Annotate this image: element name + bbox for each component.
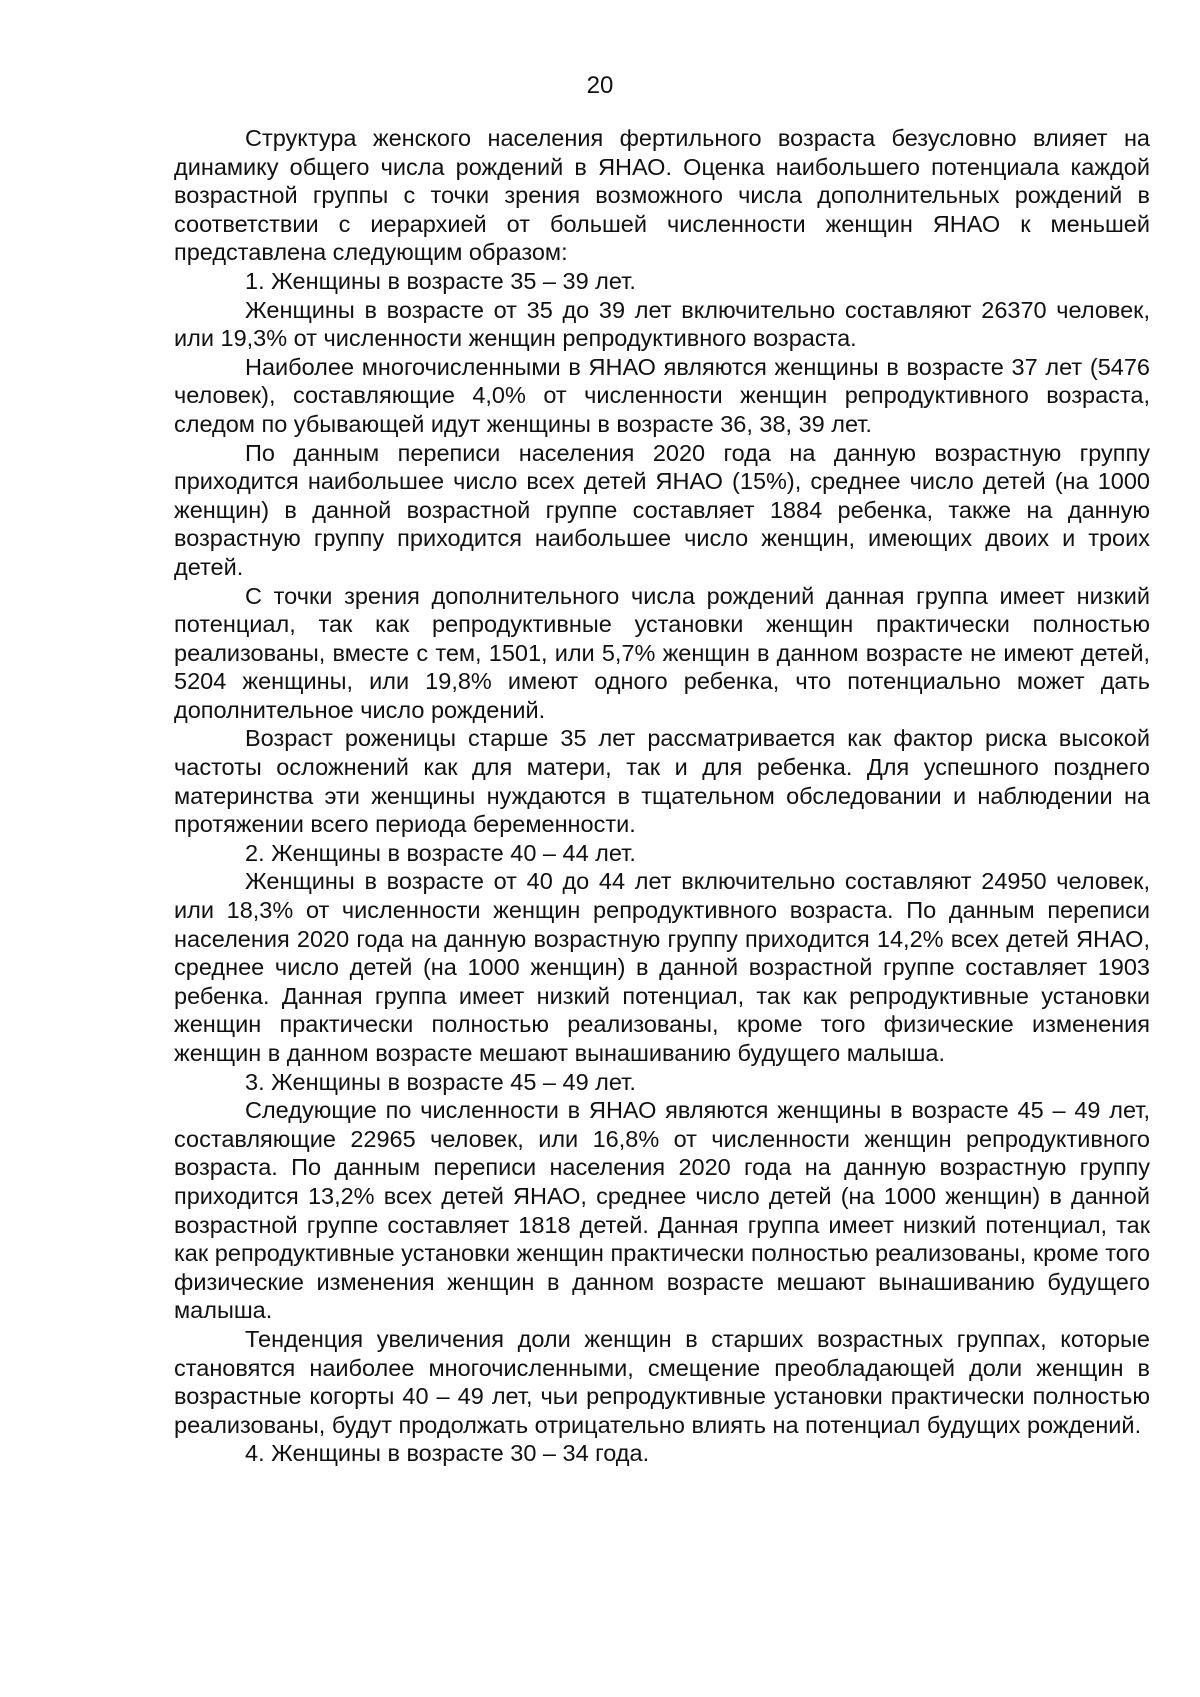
section-heading-30-34: 4. Женщины в возрасте 30 – 34 года. bbox=[245, 1440, 650, 1467]
paragraph: Возраст роженицы старше 35 лет рассматривается как фактор риска высокой частоты осложнений как для матери, так и для ребенка. Для успешного позднего материнства эти женщины нуждаются в тщательном обследовании и наблюдении на протяжении всего периода беременности. bbox=[174, 725, 1150, 838]
paragraph: Женщины в возрасте от 40 до 44 лет включительно составляют 24950 человек, или 18,3% от численности женщин репродуктивного возраста. По данным переписи населения 2020 года на данную возрастную группу приходится 14,2% всех детей ЯНАО, среднее число детей (на 1000 женщин) в данной возрастной группе составляет 1903 ребенка. Данная группа имеет низкий потенциал, так как репродуктивные установки женщин практически полностью реализованы, кроме того физические изменения женщин в данном возрасте мешают вынашиванию будущего малыша. bbox=[174, 868, 1150, 1066]
paragraph: По данным переписи населения 2020 года на данную возрастную группу приходится наибольшее число всех детей ЯНАО (15%), среднее число детей (на 1000 женщин) в данной возрастной группе составляет 1884 ребенка, также на данную возрастную группу приходится наибольшее число женщин, имеющих двоих и троих детей. bbox=[174, 439, 1150, 580]
paragraph-intro: Структура женского населения фертильного возраста безусловно влияет на динамику общего числа рождений в ЯНАО. Оценка наибольшего потенциала каждой возрастной группы с точки зрения возможного числа дополнительных рождений в соответствии с иерархией от большей численности женщин ЯНАО к меньшей представлена следующим образом: bbox=[174, 125, 1150, 266]
paragraph: Тенденция увеличения доли женщин в старших возрастных группах, которые становятся наиболее многочисленными, смещение преобладающей доли женщин в возрастные когорты 40 – 49 лет, чьи репродуктивные установки практически полностью реализованы, будут продолжать отрицательно влиять на потенциал будущих рождений. bbox=[174, 1325, 1150, 1438]
paragraph: С точки зрения дополнительного числа рождений данная группа имеет низкий потенциал, так как репродуктивные установки женщин практически полностью реализованы, вместе с тем, 1501, или 5,7% женщин в данном возрасте не имеют детей, 5204 женщины, или 19,8% имеют одного ребенка, что потенциально может дать дополнительное число рождений. bbox=[174, 582, 1150, 723]
paragraph: Женщины в возрасте от 35 до 39 лет включительно составляют 26370 человек, или 19,3% от численности женщин репродуктивного возраста. bbox=[174, 296, 1150, 352]
paragraph: Наиболее многочисленными в ЯНАО являются женщины в возрасте 37 лет (5476 человек), составляющие 4,0% от численности женщин репродуктивного возраста, следом по убывающей идут женщины в возрасте 36, 38, 39 лет. bbox=[174, 353, 1150, 437]
paragraph: Следующие по численности в ЯНАО являются женщины в возрасте 45 – 49 лет, составляющие 22965 человек, или 16,8% от численности женщин репродуктивного возраста. По данным переписи населения 2020 года на данную возрастную группу приходится 13,2% всех детей ЯНАО, среднее число детей (на 1000 женщин) в данной возрастной группе составляет 1818 детей. Данная группа имеет низкий потенциал, так как репродуктивные установки женщин практически полностью реализованы, кроме того физические изменения женщин в данном возрасте мешают вынашиванию будущего малыша. bbox=[174, 1097, 1150, 1324]
page-number: 20 bbox=[586, 72, 614, 99]
section-heading-45-49: 3. Женщины в возрасте 45 – 49 лет. bbox=[245, 1068, 636, 1095]
section-heading-35-39: 1. Женщины в возрасте 35 – 39 лет. bbox=[245, 267, 636, 294]
section-heading-40-44: 2. Женщины в возрасте 40 – 44 лет. bbox=[245, 839, 636, 866]
body-text bbox=[174, 124, 1150, 1468]
